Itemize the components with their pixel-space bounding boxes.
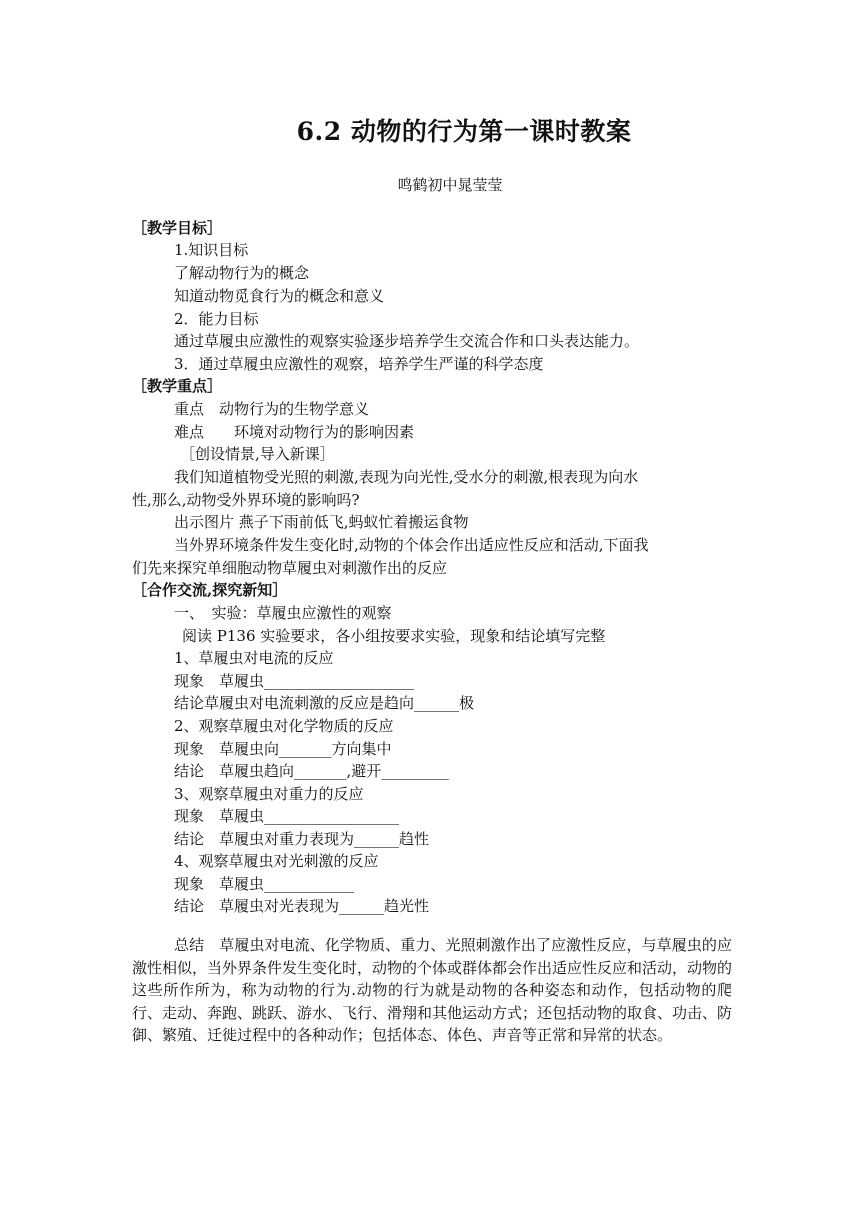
text-line: 现象 草履虫__________________ bbox=[174, 807, 400, 825]
text-line: 当外界环境条件发生变化时,动物的个体会作出适应性反应和活动,下面我 bbox=[174, 536, 649, 554]
text-line: 知道动物觅食行为的概念和意义 bbox=[174, 287, 385, 305]
text-line: 重点 动物行为的生物学意义 bbox=[174, 400, 370, 418]
text-line: 结论 草履虫对重力表现为______趋性 bbox=[174, 830, 430, 848]
text-line: 现象 草履虫____________________ bbox=[174, 672, 415, 690]
text-line: 1、草履虫对电流的反应 bbox=[174, 649, 334, 667]
text-line: 现象 草履虫向_______方向集中 bbox=[174, 740, 392, 758]
text-line: 出示图片 燕子下雨前低飞,蚂蚁忙着搬运食物 bbox=[174, 513, 469, 531]
summary-paragraph: 总结 草履虫对电流、化学物质、重力、光照刺激作出了应激性反应，与草履虫的应激性相似，当外界条件发生变化时，动物的个体或群体都会作出适应性反应和活动，动物的这些所作所为，称为动物的行为.动物的行为就是动物的各种姿态和动作，包括动物的爬行、走动、奔跑、跳跃、游水、飞行、滑翔和其他运动方式；还包括动物的取食、功击、防御、繁殖、迁徙过程中的各种动作；包括体态、体色、声音等正常和异常的状态。 bbox=[132, 936, 733, 1044]
section-heading: ［教学目标］ bbox=[132, 219, 223, 237]
text-line: 现象 草履虫____________ bbox=[174, 875, 355, 893]
text-line: 2．能力目标 bbox=[174, 310, 259, 328]
text-line: 我们知道植物受光照的刺激,表现为向光性,受水分的刺激,根表现为向水 bbox=[174, 468, 639, 486]
text-line: 了解动物行为的概念 bbox=[174, 264, 310, 282]
text-line: 通过草履虫应激性的观察实验逐步培养学生交流合作和口头表达能力。 bbox=[174, 332, 640, 350]
text-line: ［创设情景,导入新课］ bbox=[180, 445, 335, 463]
text-line: 们先来探究单细胞动物草履虫对刺激作出的反应 bbox=[132, 559, 448, 577]
text-line: 一、 实验：草履虫应激性的观察 bbox=[174, 604, 392, 622]
text-line: 结论草履虫对电流刺激的反应是趋向______极 bbox=[174, 694, 475, 712]
text-line: 阅读 P136 实验要求，各小组按要求实验，现象和结论填写完整 bbox=[182, 627, 606, 645]
text-line: 结论 草履虫趋向_______,避开_________ bbox=[174, 762, 449, 780]
text-line: 2、观察草履虫对化学物质的反应 bbox=[174, 717, 394, 735]
page-title: 6.2 动物的行为第一课时教案 bbox=[296, 117, 632, 146]
author-line: 鸣鹤初中晁莹莹 bbox=[397, 176, 503, 194]
text-line: 1.知识目标 bbox=[174, 241, 249, 259]
text-line: 性,那么,动物受外界环境的影响吗? bbox=[132, 491, 360, 509]
text-line: 难点 环境对动物行为的影响因素 bbox=[174, 423, 415, 441]
text-line: 4、观察草履虫对光刺激的反应 bbox=[174, 852, 379, 870]
section-heading: ［合作交流,探究新知］ bbox=[132, 581, 288, 599]
text-line: 3．通过草履虫应激性的观察，培养学生严谨的科学态度 bbox=[174, 355, 544, 373]
text-line: 结论 草履虫对光表现为______趋光性 bbox=[174, 897, 430, 915]
text-line: 3、观察草履虫对重力的反应 bbox=[174, 785, 364, 803]
section-heading: ［教学重点］ bbox=[132, 377, 223, 395]
